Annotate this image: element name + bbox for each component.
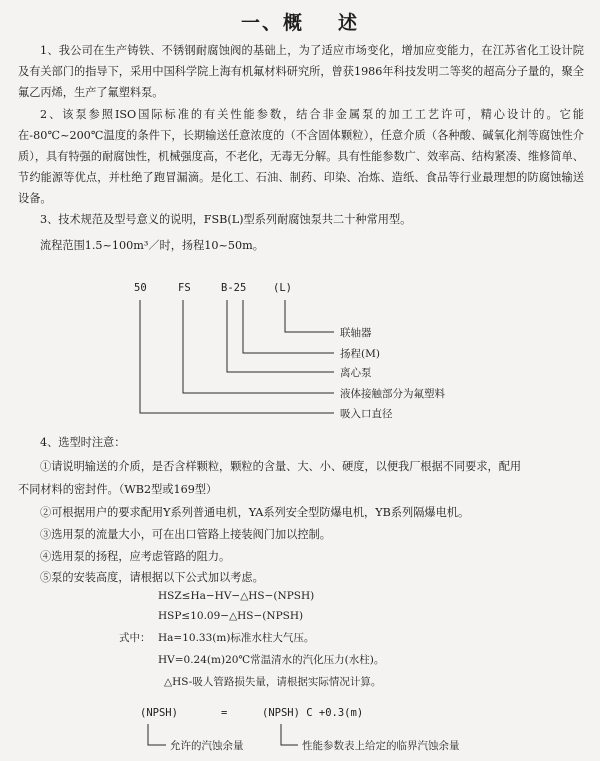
note-4: ④选用泵的扬程，应考虑管路的阻力。 <box>40 550 231 563</box>
note-1: ①请说明输送的介质，是否含样颗粒，颗粒的含量、大、小、硬度，以便我厂根据不同要求，配用 <box>40 460 522 473</box>
code-part-coupling: (L) <box>273 282 292 294</box>
paragraph-1: 1、我公司在生产铸铁、不锈钢耐腐蚀阀的基础上，为了适应市场变化，增加应变能力，在江苏省化工设计院及有关部门的指导下，采用中国科学院上海有机氟材料研究所，曾获1986年科技发明二等奖的超高分子量的，聚全氟乙丙烯，生产了氟塑料泵。 <box>18 44 584 99</box>
note-5: ⑤泵的安装高度，请根据以下公式加以考虑。 <box>40 571 264 584</box>
meaning-head: 扬程(M) <box>340 348 380 360</box>
note-3: ③选用泵的流量大小，可在出口管路上接装阀门加以控制。 <box>40 528 331 541</box>
title-rest: 述 <box>338 12 360 34</box>
eq-left: (NPSH) <box>140 707 178 719</box>
where-label: 式中： <box>119 632 151 644</box>
eq-sign: = <box>221 707 228 719</box>
meaning-centrifugal: 离心泵 <box>340 367 372 379</box>
where-hv: HV=0.24(m)20℃常温清水的汽化压力(水柱)。 <box>158 654 385 666</box>
paragraph-3: 3、技术规范及型号意义的说明，FSB(L)型系列耐腐蚀泵共二十种常用型。 <box>40 213 412 226</box>
flow-range: 流程范围1.5~100m³／时，扬程10~50m。 <box>40 239 264 252</box>
code-part-diameter: 50 <box>134 282 147 294</box>
meaning-coupling: 联轴器 <box>340 327 372 339</box>
code-part-material: FS <box>178 282 191 294</box>
formula-hsp: HSP≤10.09−△HS−(NPSH) <box>158 610 304 622</box>
where-ha: Ha=10.33(m)标准水柱大气压。 <box>158 632 315 644</box>
section-4-title: 4、选型时注意： <box>40 436 126 449</box>
eq-right: (NPSH) C +0.3(m) <box>262 707 364 719</box>
title-number: 一、概 <box>240 12 304 34</box>
code-part-pump: B-25 <box>221 282 247 294</box>
meaning-fluoroplastic: 液体接触部分为氟塑料 <box>340 388 445 400</box>
where-dhs: △HS-吸人管路损失量，请根据实际情况计算。 <box>164 676 382 688</box>
formula-hsz: HSZ≤Ha−HV−△HS−(NPSH) <box>158 590 315 602</box>
meaning-inlet-diameter: 吸入口直径 <box>340 408 393 420</box>
paragraph-2: 2、该泵参照ISO国际标准的有关性能参数，结合非金属泵的加工工艺许可，精心设计的。它能在-80℃~200℃温度的条件下，长期输送任意浓度的（不含固体颗粒），任意介质（各种酸、碱氧化剂等腐蚀性介质），具有特强的耐腐蚀性，机械强度高，不老化，无毒无分解。具有性能参数广、效率高、结构紧凑、维修简单、节约能源等优点，并杜绝了跑冒漏滴。是化工、石油、制药、印染、冶炼、造纸、食品等行业最理想的防腐蚀输送设备。 <box>18 108 584 205</box>
eq-left-note: 允许的汽蚀余量 <box>170 740 244 752</box>
note-2: ②可根据用户的要求配用Y系列普通电机，YA系列安全型防爆电机，YB系列隔爆电机。 <box>40 506 470 519</box>
eq-right-note: 性能参数表上给定的临界汽蚀余量 <box>302 740 460 752</box>
note-1-cont: 不同材料的密封件。（WB2型或169型） <box>18 483 218 496</box>
